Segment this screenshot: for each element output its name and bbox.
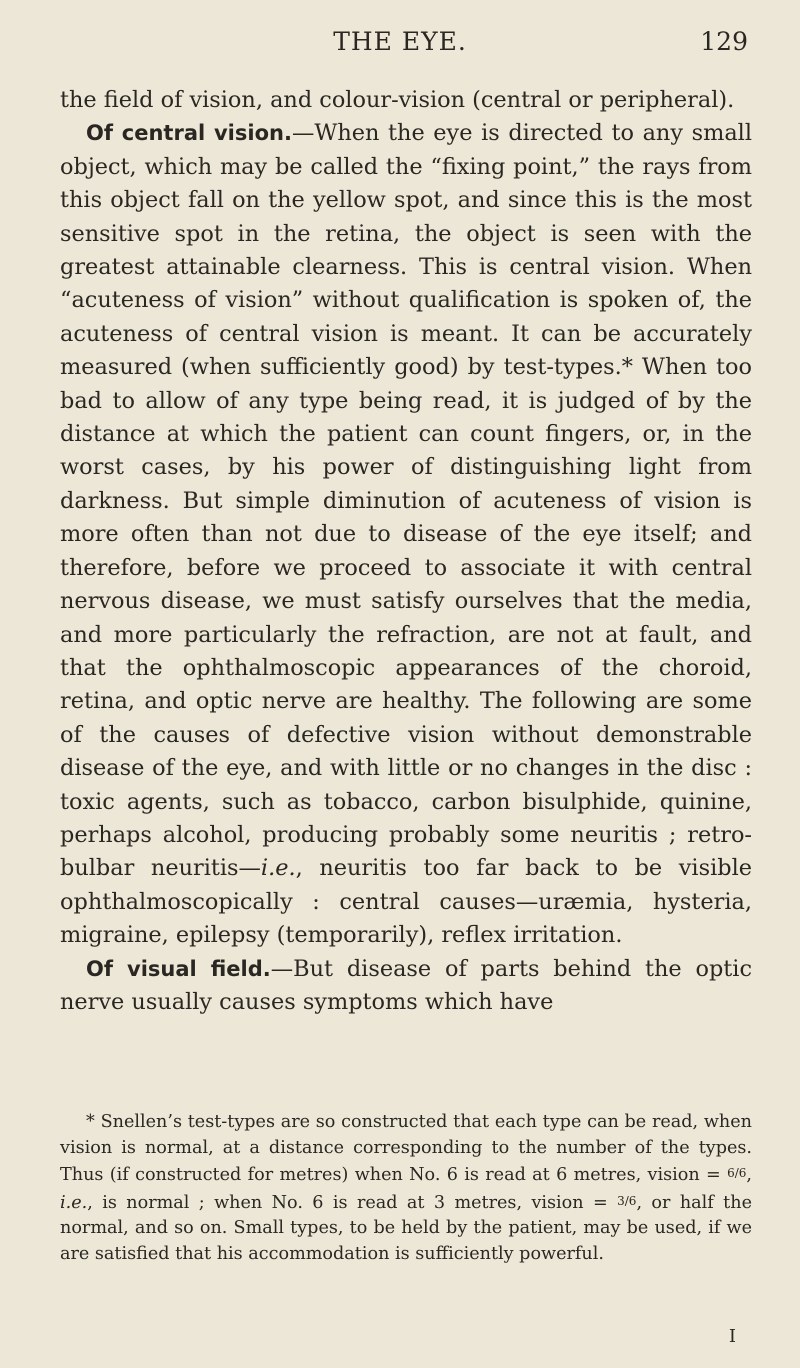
paragraph-text: —But disease of parts behind the optic nerve usually causes symptoms which have [60, 955, 752, 1015]
paragraph-central-vision [60, 117, 752, 952]
section-heading-visual-field: Of visual field. [86, 956, 271, 981]
running-title: THE EYE. [333, 27, 467, 56]
footnote: * Snellen’s test-types are so constructed that each type can be read, when vision is normal, at a distance corresponding to the number of the types. Thus (if constructed for metres) when No. 6 is read at 6 metres, vision = 6/6, i.e., is normal ; when No. 6 is read at 3 metres, vision = 3/6, or half the normal, and so on. Small types, to be held by the patient, may be used, if we are satisfied that his accommodation is sufficiently powerful. [60, 1112, 753, 1264]
paragraph-text: —When the eye is directed to any small object, which may be called the “fixing point,” the rays from this object fall on the yellow spot, and since this is the most sensitive spot in the retina, the object is seen with the greatest attainable clearness. This is central vision. When “acuteness of vision” without qualification is spoken of, the acuteness of central vision is meant. It can be accurately measured (when sufficiently good) by test-types.* When too bad to allow of any type being read, it is judged of by the distance at which the patient can count fingers, or, in the worst cases, by his power of distinguishing light from darkness. But simple diminution of acuteness of vision is more often than not due to disease of the eye itself; and therefore, before we proceed to associate it with central nervous disease, we must satisfy ourselves that the media, and more particularly the refraction, are not at fault, and that the ophthalmoscopic appearances of the choroid, retina, and optic nerve are healthy. The following are some of the causes of defective vision without demonstrable disease of the eye, and with little or no changes in the disc : toxic agents, such as tobacco, carbon bisulphide, quinine, perhaps alcohol, producing probably some neuritis ; retro-bulbar neuritis— [60, 120, 752, 882]
signature-mark: I [728, 1326, 736, 1347]
fraction-six-sixths: 6/6 [727, 1166, 747, 1181]
paragraph-visual-field [60, 953, 752, 1020]
body-text [60, 84, 752, 1019]
page-header [0, 22, 800, 62]
paragraph-text: the field of vision, and colour-vision (central or peripheral). [60, 87, 735, 113]
fraction-three-sixths: 3/6 [617, 1193, 637, 1208]
footnote-text: Snellen’s test-types are so constructed that each type can be read, when vision is normal, at a distance corresponding to the number of the types. Thus (if constructed for metres) when No. 6 is read at 6 metres, vision = [60, 1112, 753, 1186]
italic-ie: i.e. [260, 855, 296, 882]
italic-ie: i.e. [60, 1192, 88, 1213]
paragraph-text-continued: , neuritis too far back to be visible ophthalmoscopically : central causes—uræmia, hysteria, migraine, epilepsy (temporarily), reflex irritation. [60, 855, 752, 949]
page-number: 129 [700, 27, 748, 56]
footnote-marker: * [86, 1112, 95, 1132]
paragraph-continuation [60, 84, 752, 117]
section-heading-central-vision: Of central vision. [86, 121, 292, 146]
